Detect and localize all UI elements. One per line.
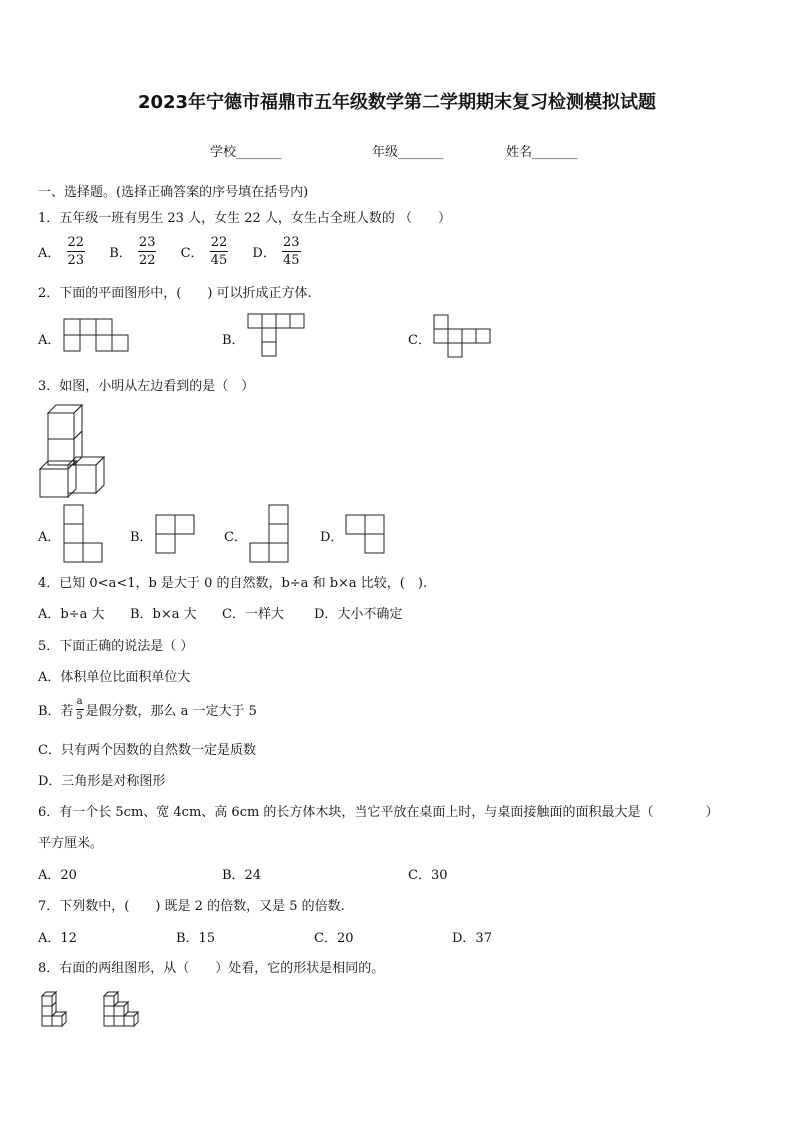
school-field: 学校_______ xyxy=(210,145,282,160)
option-c-label: C． xyxy=(224,530,247,545)
view-b-figure xyxy=(156,515,198,557)
page-title: 2023年宁德市福鼎市五年级数学第二学期期末复习检测模拟试题 xyxy=(137,92,657,113)
option-d-label: D． xyxy=(252,246,276,261)
option-b-label: B． xyxy=(109,246,132,261)
option-c-label: C． xyxy=(408,333,431,348)
question-6-stem-continued: 平方厘米。 xyxy=(38,836,104,851)
option-a-fraction: $\frac{22}{23}$ xyxy=(67,235,85,268)
cube-group-2-figure xyxy=(102,990,142,1034)
view-a-figure xyxy=(64,505,106,565)
question-1-stem: 1．五年级一班有男生 23 人，女生 22 人，女生占全班人数的 （ ） xyxy=(38,211,452,226)
option-a: A．12 xyxy=(38,931,77,946)
option-c-label: C． xyxy=(180,246,204,261)
option-c: C．一样大 xyxy=(222,607,284,622)
option-b-fraction: $\frac{a}{5}$ xyxy=(76,696,83,722)
option-c-fraction: $\frac{22}{45}$ xyxy=(210,235,228,268)
question-3-stem: 3．如图，小明从左边看到的是（ ） xyxy=(38,379,255,394)
option-b: B．若 $\frac{a}{5}$ 是假分数，那么 a 一定大于 5 xyxy=(38,696,257,722)
option-b: B．15 xyxy=(176,931,216,946)
option-a-label: A． xyxy=(38,246,61,261)
option-d-fraction: $\frac{23}{45}$ xyxy=(282,235,300,268)
grade-field: 年级_______ xyxy=(372,145,444,160)
option-d-label: D． xyxy=(320,530,344,545)
question-2-stem: 2．下面的平面图形中，( ) 可以折成正方体. xyxy=(38,286,312,301)
name-field: 姓名_______ xyxy=(506,145,578,160)
option-a: A．20 xyxy=(38,868,77,883)
view-c-figure xyxy=(250,505,292,565)
option-b: B．b×a 大 xyxy=(130,607,197,622)
option-c: C．只有两个因数的自然数一定是质数 xyxy=(38,743,256,758)
question-8-stem: 8．右面的两组图形，从（ ）处看，它的形状是相同的。 xyxy=(38,961,385,976)
option-a: A．b÷a 大 xyxy=(38,607,105,622)
stacked-cubes-figure xyxy=(40,405,112,500)
net-c-figure xyxy=(434,315,496,363)
option-c: C．30 xyxy=(408,868,448,883)
net-a-figure xyxy=(64,319,134,355)
option-a: A．体积单位比面积单位大 xyxy=(38,670,191,685)
option-b-label: B． xyxy=(222,333,245,348)
question-1-options xyxy=(38,236,303,267)
question-4-stem: 4．已知 0<a<1，b 是大于 0 的自然数，b÷a 和 b×a 比较，( ). xyxy=(38,576,428,591)
question-5-stem: 5．下面正确的说法是（ ） xyxy=(38,639,194,654)
option-c: C．20 xyxy=(314,931,354,946)
option-d: D．三角形是对称图形 xyxy=(38,774,166,789)
net-b-figure xyxy=(248,314,310,362)
section-heading: 一、选择题。(选择正确答案的序号填在括号内) xyxy=(38,185,309,200)
question-6-stem: 6．有一个长 5cm、宽 4cm、高 6cm 的长方体木块，当它平放在桌面上时，与桌面接触面的面积最大是（ ） xyxy=(38,805,719,820)
option-b: B．24 xyxy=(222,868,262,883)
cube-group-1-figure xyxy=(40,990,72,1034)
option-a-label: A． xyxy=(38,333,61,348)
option-d: D．大小不确定 xyxy=(314,607,403,622)
option-b-label: B． xyxy=(130,530,153,545)
option-a-label: A． xyxy=(38,530,61,545)
option-b-fraction: $\frac{23}{22}$ xyxy=(138,235,156,268)
view-d-figure xyxy=(346,515,388,557)
option-d: D．37 xyxy=(452,931,492,946)
question-7-stem: 7．下列数中，( ) 既是 2 的倍数，又是 5 的倍数. xyxy=(38,899,345,914)
